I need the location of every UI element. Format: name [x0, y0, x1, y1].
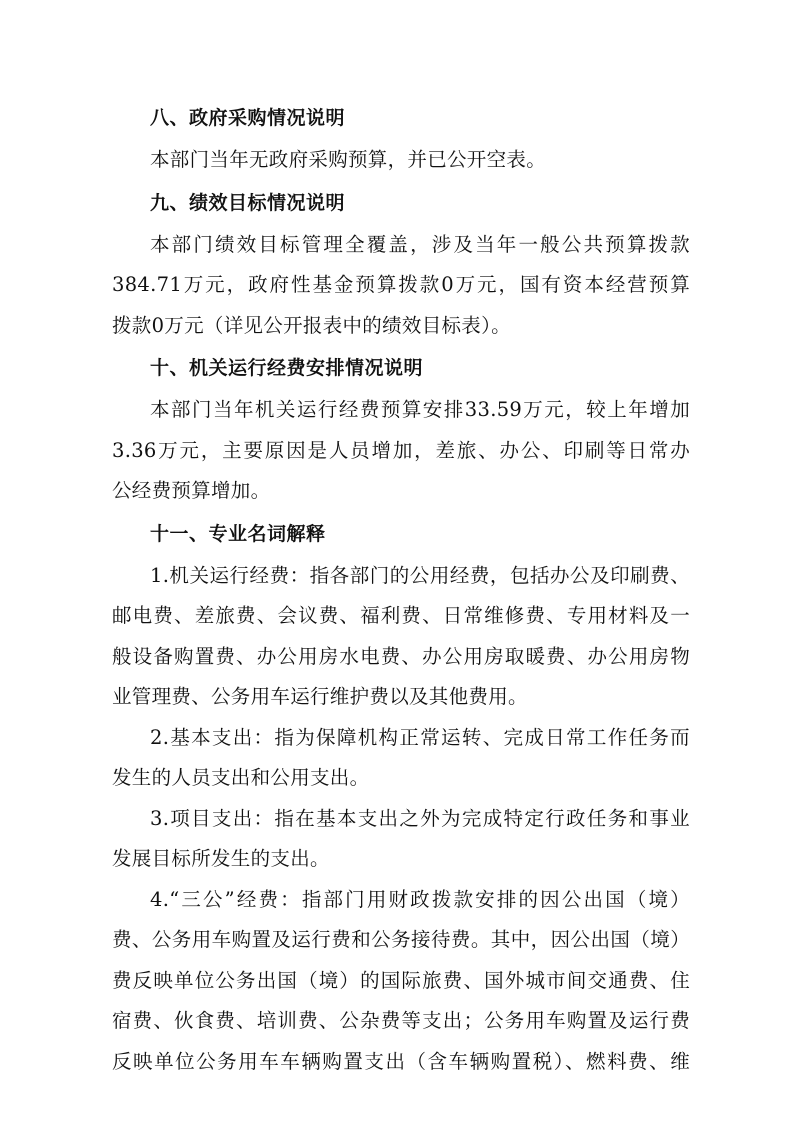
- section-heading-procurement: 八、政府采购情况说明: [150, 107, 346, 129]
- text-line: 般设备购置费、办公用房水电费、办公用房取暖费、办公用房物: [112, 644, 690, 668]
- text-line: 本部门当年无政府采购预算，并已公开空表。: [150, 148, 547, 171]
- text-line: 3.项目支出：指在基本支出之外为完成特定行政任务和事业: [150, 806, 690, 830]
- glossary-item-three-public-expenses: [112, 880, 690, 1083]
- text-line: 发生的人员支出和公用支出。: [112, 766, 370, 789]
- text-line: 本部门当年机关运行经费预算安排33.59万元，较上年增加: [150, 398, 690, 421]
- text-line: 公经费预算增加。: [112, 479, 271, 502]
- text-line: 1.机关运行经费：指各部门的公用经费，包括办公及印刷费、: [150, 563, 690, 587]
- glossary-item-operating-costs: [112, 556, 690, 718]
- section-heading-glossary: 十一、专业名词解释: [150, 522, 326, 545]
- text-line: 费、公务用车购置及运行费和公务接待费。其中，因公出国（境）: [112, 928, 690, 951]
- text-line: 本部门绩效目标管理全覆盖，涉及当年一般公共预算拨款: [150, 232, 690, 256]
- text-line: 384.71万元，政府性基金预算拨款0万元，国有资本经营预算: [112, 273, 690, 296]
- section-heading-operating-costs: 十、机关运行经费安排情况说明: [150, 357, 424, 379]
- document-page: [112, 96, 690, 1082]
- section-body-procurement: [112, 140, 690, 181]
- text-line: 邮电费、差旅费、会议费、福利费、日常维修费、专用材料及一: [112, 604, 690, 627]
- section-body-performance: [112, 225, 690, 347]
- text-line: 反映单位公务用车车辆购置支出（含车辆购置税）、燃料费、维: [112, 1049, 690, 1073]
- text-line: 拨款0万元（详见公开报表中的绩效目标表）。: [112, 313, 511, 337]
- section-heading-performance: 九、绩效目标情况说明: [150, 191, 346, 214]
- section-body-operating-costs: [112, 390, 690, 512]
- text-line: 费反映单位公务出国（境）的国际旅费、国外城市间交通费、住: [112, 968, 690, 992]
- text-line: 3.36万元，主要原因是人员增加，差旅、办公、印刷等日常办: [112, 438, 690, 462]
- text-line: 宿费、伙食费、培训费、公杂费等支出；公务用车购置及运行费: [112, 1009, 690, 1032]
- glossary-item-basic-expenditure: [112, 718, 690, 799]
- text-line: 2.基本支出：指为保障机构正常运转、完成日常工作任务而: [150, 725, 690, 749]
- text-line: 4.“三公”经费：指部门用财政拨款安排的因公出国（境）: [150, 887, 690, 911]
- text-line: 发展目标所发生的支出。: [112, 847, 330, 870]
- text-line: 业管理费、公务用车运行维护费以及其他费用。: [112, 685, 528, 708]
- glossary-item-project-expenditure: [112, 799, 690, 880]
